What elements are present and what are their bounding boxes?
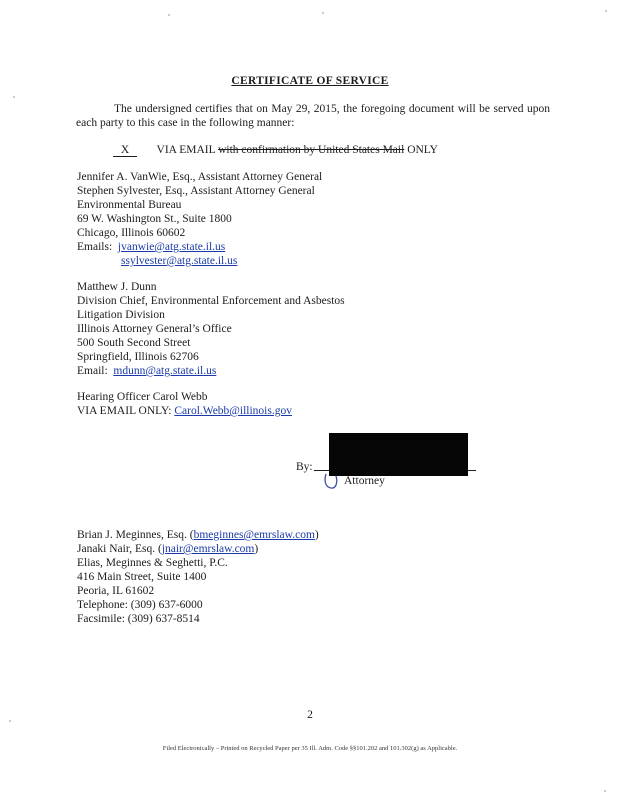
ag-recipient-block — [77, 170, 322, 268]
hearing-email-prefix: VIA EMAIL ONLY: — [77, 405, 175, 417]
counsel-line-nair — [77, 542, 319, 556]
redaction-box — [329, 433, 468, 476]
ag-line: Stephen Sylvester, Esq., Assistant Attorney General — [77, 185, 315, 197]
scan-speck — [322, 12, 324, 14]
method-prefix: VIA EMAIL — [156, 144, 219, 156]
dunn-line: Illinois Attorney General’s Office — [77, 323, 232, 335]
ag-email2-row — [77, 254, 322, 268]
counsel-line: Elias, Meginnes & Seghetti, P.C. — [77, 557, 228, 569]
counsel-line: Telephone: (309) 637-6000 — [77, 599, 203, 611]
paren-close: ) — [254, 543, 259, 555]
ag-line: Chicago, Illinois 60602 — [77, 227, 186, 239]
dunn-line: Matthew J. Dunn — [77, 281, 157, 293]
email-link-bmeginnes[interactable]: bmeginnes@emrslaw.com — [193, 529, 315, 541]
ag-line: 69 W. Washington St., Suite 1800 — [77, 213, 232, 225]
email-link-carol-webb[interactable]: Carol.Webb@illinois.gov — [174, 405, 292, 417]
email-label: Email: — [77, 365, 108, 377]
ag-line: Jennifer A. VanWie, Esq., Assistant Attorney General — [77, 171, 323, 183]
dunn-email-row — [77, 364, 345, 378]
email-link-mdunn[interactable]: mdunn@atg.state.il.us — [113, 365, 217, 377]
page-number: 2 — [307, 709, 313, 721]
scan-speck — [605, 10, 607, 12]
method-struck-text: with confirmation by United States Mail — [218, 144, 405, 156]
dunn-line: 500 South Second Street — [77, 337, 191, 349]
email-link-jvanwie[interactable]: jvanwie@atg.state.il.us — [117, 241, 226, 253]
email-link-ssylvester[interactable]: ssylvester@atg.state.il.us — [121, 255, 238, 267]
signature-title: Attorney — [344, 475, 385, 487]
counsel-line-meginnes — [77, 528, 319, 542]
dunn-line: Springfield, Illinois 62706 — [77, 351, 199, 363]
dunn-recipient-block — [77, 280, 345, 378]
method-checkmark: X — [113, 144, 137, 157]
scan-speck — [604, 790, 606, 792]
intro-paragraph: The undersigned certifies that on May 29, 2015, the foregoing document will be served upon each party to this case in the following manner: — [76, 103, 550, 129]
email-link-jnair[interactable]: jnair@emrslaw.com — [161, 543, 255, 555]
signature-by-label: By: — [296, 461, 313, 473]
hearing-officer-name: Hearing Officer Carol Webb — [77, 391, 208, 403]
hearing-officer-block — [77, 390, 292, 418]
counsel-line: Facsimile: (309) 637-8514 — [77, 613, 200, 625]
scan-speck — [13, 96, 15, 98]
paren-close: ) — [314, 529, 319, 541]
counsel-block — [77, 528, 319, 626]
dunn-line: Division Chief, Environmental Enforcement and Asbestos — [77, 295, 345, 307]
method-suffix: ONLY — [404, 144, 438, 156]
counsel-name: Brian J. Meginnes, Esq. ( — [77, 529, 194, 541]
counsel-line: Peoria, IL 61602 — [77, 585, 155, 597]
scan-speck — [168, 14, 170, 16]
emails-label: Emails: — [77, 241, 113, 253]
certificate-title: CERTIFICATE OF SERVICE — [231, 75, 389, 87]
counsel-line: 416 Main Street, Suite 1400 — [77, 571, 207, 583]
hearing-officer-email-row — [77, 404, 292, 418]
service-method — [113, 143, 438, 157]
signature-stroke-icon — [322, 472, 346, 492]
page-footer: Filed Electronically – Printed on Recycled Paper per 35 Ill. Adm. Code §§101.202 and 101.302(g) as Applicable. — [162, 745, 458, 752]
ag-emails-row — [77, 240, 322, 254]
counsel-name: Janaki Nair, Esq. ( — [77, 543, 162, 555]
ag-line: Environmental Bureau — [77, 199, 182, 211]
dunn-line: Litigation Division — [77, 309, 165, 321]
